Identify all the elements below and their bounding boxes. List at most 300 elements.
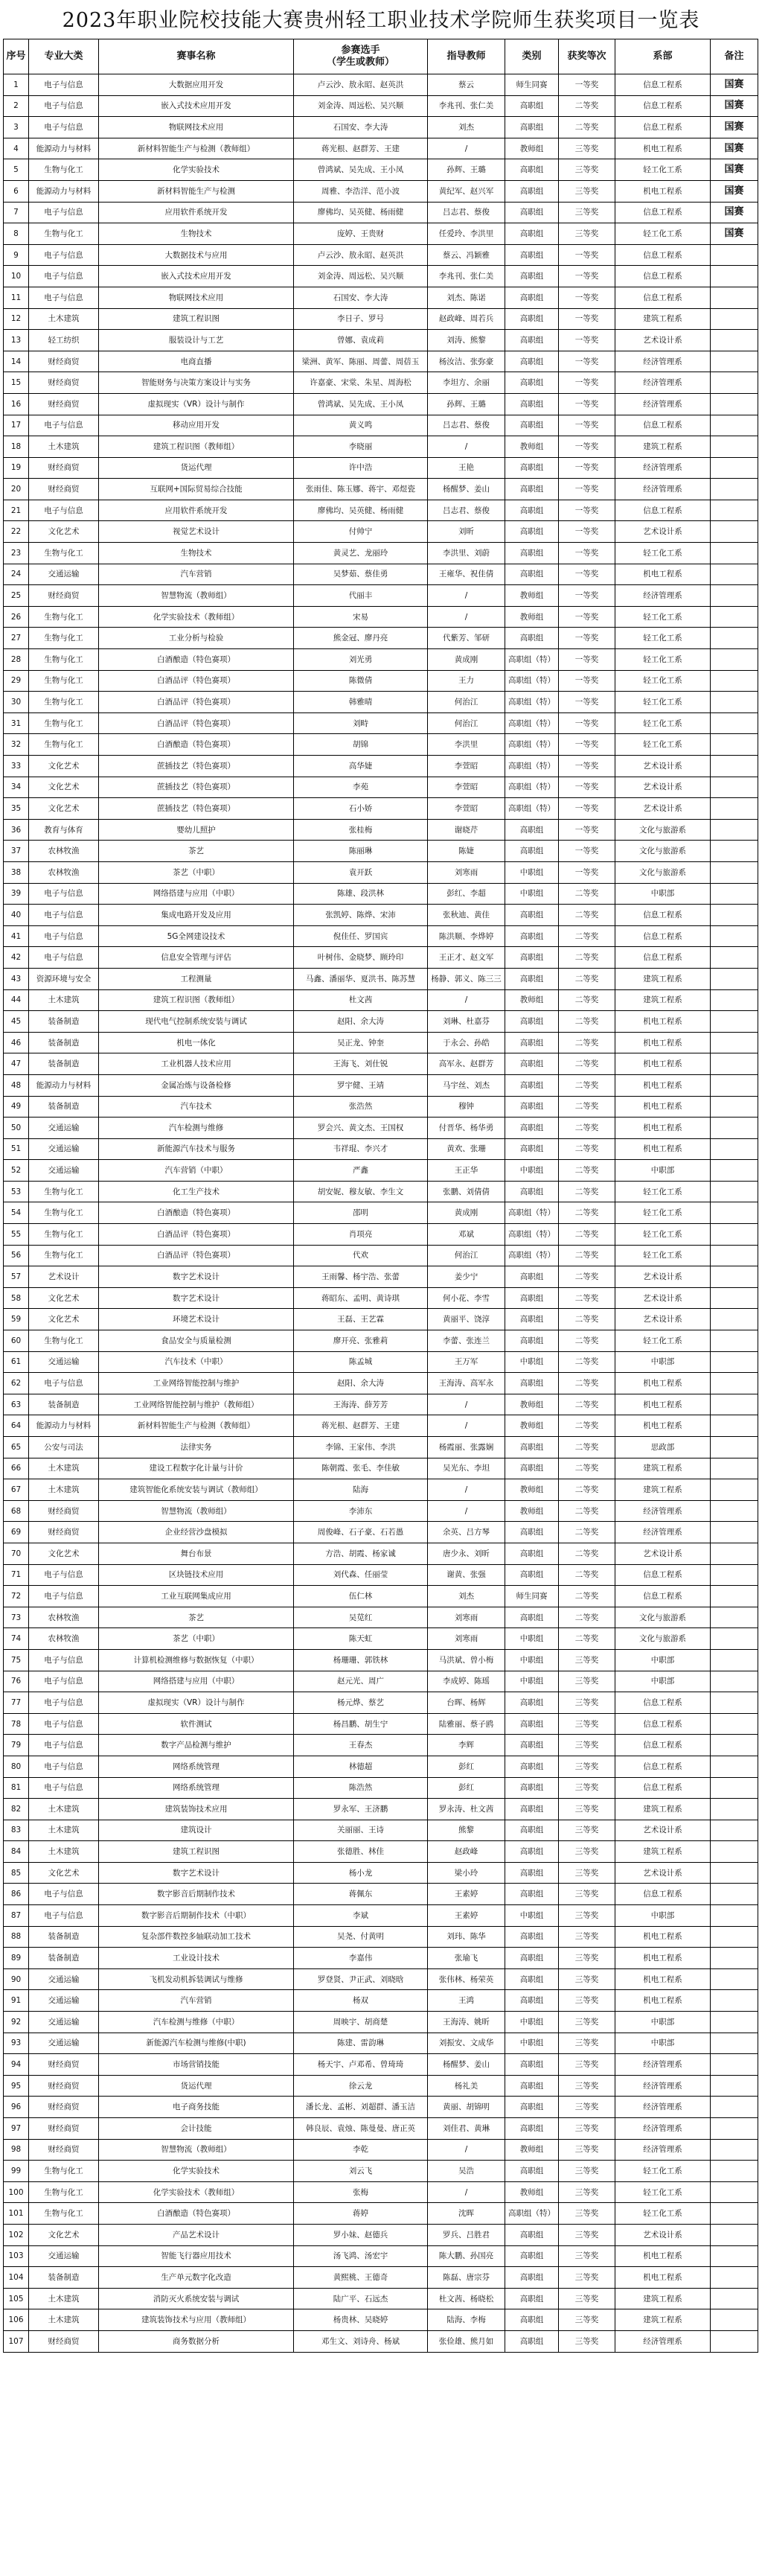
cell-coach: 陈洪顺、李烨婷 — [428, 925, 505, 947]
cell-coach: 穆钟 — [428, 1096, 505, 1118]
table-row — [4, 1053, 758, 1075]
header-category: 专业大类 — [29, 39, 99, 74]
cell-award-level: 二等奖 — [559, 1053, 615, 1075]
table-row — [4, 1500, 758, 1522]
cell-category: 文化艺术 — [29, 2224, 99, 2245]
cell-department: 机电工程系 — [615, 564, 711, 585]
cell-category: 生物与化工 — [29, 692, 99, 713]
cell-index: 95 — [4, 2075, 29, 2097]
cell-category: 农林牧渔 — [29, 1628, 99, 1650]
cell-coach: 王力 — [428, 670, 505, 692]
table-row — [4, 1437, 758, 1458]
cell-participants: 李斌 — [294, 1905, 428, 1927]
cell-department: 中职部 — [615, 1351, 711, 1373]
cell-index: 37 — [4, 841, 29, 862]
cell-category: 土木建筑 — [29, 1841, 99, 1863]
cell-department: 经济管理系 — [615, 1522, 711, 1543]
cell-department: 中职部 — [615, 2012, 711, 2033]
cell-index: 23 — [4, 543, 29, 564]
header-note: 备注 — [711, 39, 758, 74]
cell-award-level: 二等奖 — [559, 925, 615, 947]
cell-participants: 杜文茜 — [294, 989, 428, 1011]
cell-department: 信息工程系 — [615, 266, 711, 287]
cell-department: 中职部 — [615, 1649, 711, 1671]
cell-participants: 李晓丽 — [294, 436, 428, 458]
cell-event: 消防灭火系统安装与调试 — [99, 2288, 294, 2309]
cell-category: 电子与信息 — [29, 1586, 99, 1607]
cell-category: 能源动力与材料 — [29, 1415, 99, 1437]
cell-event: 数字影音后期制作技术 — [99, 1884, 294, 1905]
header-index: 序号 — [4, 39, 29, 74]
cell-index: 16 — [4, 393, 29, 415]
cell-note — [711, 2012, 758, 2033]
cell-department: 轻工化工系 — [615, 734, 711, 756]
cell-participants: 韩良辰、袁烛、陈曼曼、唐正英 — [294, 2118, 428, 2140]
cell-event: 智慧物流（教师组） — [99, 585, 294, 607]
cell-group: 中职组 — [505, 861, 559, 883]
cell-participants: 刘云飞 — [294, 2161, 428, 2182]
cell-coach: 刘涛、熊黎 — [428, 330, 505, 351]
cell-note — [711, 436, 758, 458]
cell-participants: 陆广平、石远杰 — [294, 2288, 428, 2309]
cell-participants: 罗宇健、王靖 — [294, 1074, 428, 1096]
cell-note — [711, 947, 758, 969]
cell-event: 数字艺术设计 — [99, 1287, 294, 1309]
cell-award-level: 二等奖 — [559, 1096, 615, 1118]
table-row — [4, 2054, 758, 2076]
cell-event: 软件测试 — [99, 1713, 294, 1735]
table-row — [4, 393, 758, 415]
cell-category: 财经商贸 — [29, 2330, 99, 2352]
cell-index: 76 — [4, 1671, 29, 1692]
cell-participants: 杨小龙 — [294, 1862, 428, 1884]
cell-participants: 刘畤 — [294, 712, 428, 734]
cell-group: 高职组 — [505, 925, 559, 947]
cell-award-level: 二等奖 — [559, 1138, 615, 1160]
cell-event: 白酒酿造（特色赛项） — [99, 2203, 294, 2225]
header-coach: 指导教师 — [428, 39, 505, 74]
cell-award-level: 一等奖 — [559, 543, 615, 564]
cell-participants: 许中浩 — [294, 457, 428, 479]
cell-department: 机电工程系 — [615, 1394, 711, 1415]
cell-department: 轻工化工系 — [615, 1224, 711, 1246]
cell-department: 轻工化工系 — [615, 712, 711, 734]
cell-coach: 刘寒雨 — [428, 1628, 505, 1650]
cell-group: 高职组 — [505, 1437, 559, 1458]
cell-index: 74 — [4, 1628, 29, 1650]
cell-note — [711, 1990, 758, 2012]
cell-note — [711, 1756, 758, 1777]
table-row — [4, 628, 758, 649]
cell-department: 经济管理系 — [615, 585, 711, 607]
cell-award-level: 一等奖 — [559, 819, 615, 841]
cell-category: 土木建筑 — [29, 1799, 99, 1820]
cell-coach: 付晋华、杨华勇 — [428, 1118, 505, 1139]
cell-index: 3 — [4, 117, 29, 138]
cell-group: 高职组 — [505, 1799, 559, 1820]
cell-event: 服装设计与工艺 — [99, 330, 294, 351]
table-row — [4, 2330, 758, 2352]
cell-note — [711, 2309, 758, 2331]
cell-coach: 陆海、李梅 — [428, 2309, 505, 2331]
table-row — [4, 670, 758, 692]
cell-department: 信息工程系 — [615, 947, 711, 969]
cell-index: 1 — [4, 74, 29, 96]
cell-index: 31 — [4, 712, 29, 734]
cell-participants: 李苑 — [294, 777, 428, 798]
cell-index: 67 — [4, 1479, 29, 1501]
cell-coach: 王素婷 — [428, 1905, 505, 1927]
cell-participants: 韩雅晴 — [294, 692, 428, 713]
cell-group: 教师组 — [505, 1415, 559, 1437]
cell-participants: 黄义鸣 — [294, 415, 428, 436]
cell-group: 高职组 — [505, 543, 559, 564]
cell-department: 文化与旅游系 — [615, 1628, 711, 1650]
cell-category: 财经商贸 — [29, 2054, 99, 2076]
cell-coach: 余英、吕方琴 — [428, 1522, 505, 1543]
cell-category: 生物与化工 — [29, 223, 99, 245]
cell-coach: 陈磊、唐宗芬 — [428, 2267, 505, 2289]
cell-category: 电子与信息 — [29, 1756, 99, 1777]
cell-index: 82 — [4, 1799, 29, 1820]
cell-award-level: 三等奖 — [559, 1649, 615, 1671]
cell-award-level: 三等奖 — [559, 1905, 615, 1927]
cell-category: 教育与体育 — [29, 819, 99, 841]
cell-note — [711, 1820, 758, 1841]
cell-note — [711, 777, 758, 798]
table-row — [4, 1756, 758, 1777]
cell-group: 高职组 — [505, 1096, 559, 1118]
cell-department: 轻工化工系 — [615, 606, 711, 628]
cell-participants: 陈丽琳 — [294, 841, 428, 862]
cell-participants: 潘长龙、孟彬、刘超群、潘玉洁 — [294, 2097, 428, 2118]
cell-category: 财经商贸 — [29, 2118, 99, 2140]
cell-index: 34 — [4, 777, 29, 798]
table-row — [4, 159, 758, 181]
cell-group: 高职组 — [505, 1564, 559, 1586]
cell-note — [711, 1287, 758, 1309]
cell-index: 29 — [4, 670, 29, 692]
cell-note: 国赛 — [711, 180, 758, 202]
cell-category: 交通运输 — [29, 2245, 99, 2267]
cell-coach: 吕志君、蔡俊 — [428, 202, 505, 223]
cell-department: 建筑工程系 — [615, 989, 711, 1011]
cell-coach: 邓斌 — [428, 1224, 505, 1246]
table-row — [4, 1032, 758, 1053]
cell-category: 生物与化工 — [29, 1202, 99, 1224]
cell-award-level: 二等奖 — [559, 968, 615, 989]
cell-note — [711, 883, 758, 905]
cell-index: 107 — [4, 2330, 29, 2352]
cell-participants: 方浩、胡霞、杨家诚 — [294, 1543, 428, 1564]
cell-note — [711, 1373, 758, 1394]
cell-coach: 于永会、孙皓 — [428, 1032, 505, 1053]
cell-department: 经济管理系 — [615, 1500, 711, 1522]
cell-category: 生物与化工 — [29, 543, 99, 564]
cell-group: 高职组 — [505, 905, 559, 926]
cell-group: 高职组 — [505, 1522, 559, 1543]
cell-participants: 王雨馨、杨宇浩、张蕾 — [294, 1266, 428, 1288]
cell-group: 高职组 — [505, 628, 559, 649]
cell-participants: 蒋光根、赵群芳、王建 — [294, 138, 428, 159]
cell-note — [711, 606, 758, 628]
cell-category: 电子与信息 — [29, 415, 99, 436]
cell-participants: 卢云沙、敖永昭、赵英洪 — [294, 244, 428, 266]
award-table — [3, 39, 758, 2353]
cell-index: 102 — [4, 2224, 29, 2245]
cell-category: 资源环境与安全 — [29, 968, 99, 989]
cell-note: 国赛 — [711, 202, 758, 223]
cell-index: 8 — [4, 223, 29, 245]
cell-index: 28 — [4, 649, 29, 671]
cell-group: 高职组（特） — [505, 2203, 559, 2225]
cell-group: 高职组 — [505, 1777, 559, 1799]
cell-category: 农林牧渔 — [29, 841, 99, 862]
cell-coach: 李蕾、张连兰 — [428, 1330, 505, 1352]
cell-note — [711, 1692, 758, 1714]
cell-group: 高职组 — [505, 479, 559, 500]
cell-group: 高职组 — [505, 1735, 559, 1756]
cell-group: 中职组 — [505, 1905, 559, 1927]
cell-index: 96 — [4, 2097, 29, 2118]
cell-award-level: 三等奖 — [559, 2097, 615, 2118]
cell-award-level: 一等奖 — [559, 712, 615, 734]
cell-participants: 杨珊珊、郭铁林 — [294, 1649, 428, 1671]
cell-department: 艺术设计系 — [615, 756, 711, 777]
table-row — [4, 2245, 758, 2267]
cell-participants: 曾鸿斌、吴先成、王小凤 — [294, 393, 428, 415]
cell-group: 高职组（特） — [505, 1245, 559, 1266]
cell-group: 中职组 — [505, 2033, 559, 2054]
cell-department: 艺术设计系 — [615, 1266, 711, 1288]
cell-event: 电商直播 — [99, 351, 294, 372]
cell-department: 机电工程系 — [615, 1990, 711, 2012]
cell-note — [711, 1118, 758, 1139]
cell-award-level: 二等奖 — [559, 1118, 615, 1139]
cell-group: 高职组 — [505, 1820, 559, 1841]
cell-category: 电子与信息 — [29, 1671, 99, 1692]
table-row — [4, 649, 758, 671]
cell-group: 中职组 — [505, 1671, 559, 1692]
cell-participants: 林德超 — [294, 1756, 428, 1777]
cell-participants: 张梅 — [294, 2181, 428, 2203]
cell-category: 生物与化工 — [29, 1224, 99, 1246]
cell-award-level: 二等奖 — [559, 947, 615, 969]
cell-note — [711, 1905, 758, 1927]
table-row — [4, 1692, 758, 1714]
cell-category: 生物与化工 — [29, 649, 99, 671]
table-row — [4, 1373, 758, 1394]
table-row — [4, 1224, 758, 1246]
cell-event: 工业互联网集成应用 — [99, 1586, 294, 1607]
cell-participants: 吴正龙、钟奎 — [294, 1032, 428, 1053]
cell-department: 信息工程系 — [615, 1756, 711, 1777]
cell-group: 高职组 — [505, 2161, 559, 2182]
cell-note — [711, 1884, 758, 1905]
cell-index: 46 — [4, 1032, 29, 1053]
cell-participants: 石国安、李大涛 — [294, 287, 428, 308]
cell-award-level: 三等奖 — [559, 2139, 615, 2161]
cell-index: 85 — [4, 1862, 29, 1884]
cell-participants: 刘金涛、周远松、吴兴顺 — [294, 266, 428, 287]
cell-event: 机电一体化 — [99, 1032, 294, 1053]
cell-event: 市场营销技能 — [99, 2054, 294, 2076]
cell-department: 建筑工程系 — [615, 2309, 711, 2331]
cell-department: 轻工化工系 — [615, 2161, 711, 2182]
cell-coach: 赵政峰 — [428, 1841, 505, 1863]
cell-coach: 代紫芳、邹研 — [428, 628, 505, 649]
cell-coach: 张瑜飞 — [428, 1948, 505, 1969]
cell-group: 高职组（特） — [505, 692, 559, 713]
cell-coach: 陈大鹏、孙国亮 — [428, 2245, 505, 2267]
cell-group: 教师组 — [505, 138, 559, 159]
cell-event: 电子商务技能 — [99, 2097, 294, 2118]
cell-note — [711, 500, 758, 521]
cell-index: 53 — [4, 1181, 29, 1202]
cell-participants: 李日子、罗号 — [294, 308, 428, 330]
cell-note — [711, 372, 758, 394]
cell-participants: 严鑫 — [294, 1160, 428, 1182]
cell-event: 建筑工程识图（教师组） — [99, 989, 294, 1011]
cell-event: 移动应用开发 — [99, 415, 294, 436]
cell-award-level: 二等奖 — [559, 1415, 615, 1437]
cell-coach: 王正才、赵文军 — [428, 947, 505, 969]
cell-participants: 徐云龙 — [294, 2075, 428, 2097]
cell-group: 高职组 — [505, 266, 559, 287]
table-row — [4, 1586, 758, 1607]
cell-department: 建筑工程系 — [615, 1799, 711, 1820]
table-row — [4, 1074, 758, 1096]
table-row — [4, 925, 758, 947]
table-row — [4, 1926, 758, 1948]
cell-category: 土木建筑 — [29, 989, 99, 1011]
cell-note — [711, 692, 758, 713]
cell-note — [711, 1862, 758, 1884]
cell-group: 高职组 — [505, 1458, 559, 1479]
cell-department: 轻工化工系 — [615, 2181, 711, 2203]
cell-participants: 邓生文、刘诗舟、杨斌 — [294, 2330, 428, 2352]
cell-coach: 王海涛、姚昕 — [428, 2012, 505, 2033]
cell-group: 高职组（特） — [505, 756, 559, 777]
cell-award-level: 一等奖 — [559, 372, 615, 394]
cell-event: 建筑装饰技术应用 — [99, 1799, 294, 1820]
cell-award-level: 一等奖 — [559, 457, 615, 479]
cell-award-level: 一等奖 — [559, 649, 615, 671]
cell-participants: 周俊峰、石子豪、石若愚 — [294, 1522, 428, 1543]
cell-note: 国赛 — [711, 117, 758, 138]
table-row — [4, 479, 758, 500]
cell-index: 90 — [4, 1968, 29, 1990]
cell-note — [711, 1479, 758, 1501]
cell-event: 白酒酿造（特色赛项） — [99, 734, 294, 756]
header-group: 类别 — [505, 39, 559, 74]
table-row — [4, 692, 758, 713]
cell-coach: 王素婷 — [428, 1884, 505, 1905]
cell-department: 轻工化工系 — [615, 649, 711, 671]
cell-group: 教师组 — [505, 585, 559, 607]
cell-coach: 刘寒雨 — [428, 861, 505, 883]
cell-award-level: 一等奖 — [559, 479, 615, 500]
cell-category: 轻工纺织 — [29, 330, 99, 351]
cell-note — [711, 1522, 758, 1543]
table-row — [4, 180, 758, 202]
cell-note — [711, 1968, 758, 1990]
cell-category: 生物与化工 — [29, 734, 99, 756]
cell-category: 土木建筑 — [29, 308, 99, 330]
table-row — [4, 2267, 758, 2289]
cell-participants: 付帅宁 — [294, 521, 428, 543]
cell-coach: 彭红 — [428, 1777, 505, 1799]
cell-group: 高职组 — [505, 1053, 559, 1075]
cell-award-level: 二等奖 — [559, 1011, 615, 1033]
cell-category: 交通运输 — [29, 2012, 99, 2033]
cell-award-level: 一等奖 — [559, 585, 615, 607]
cell-group: 高职组 — [505, 244, 559, 266]
cell-index: 93 — [4, 2033, 29, 2054]
cell-note — [711, 2054, 758, 2076]
cell-participants: 肖项亮 — [294, 1224, 428, 1246]
cell-event: 食品安全与质量检测 — [99, 1330, 294, 1352]
cell-index: 79 — [4, 1735, 29, 1756]
cell-participants: 刘代森、任丽莹 — [294, 1564, 428, 1586]
cell-coach: 吴浩 — [428, 2161, 505, 2182]
cell-event: 网络搭建与应用（中职） — [99, 883, 294, 905]
cell-participants: 蒋佩东 — [294, 1884, 428, 1905]
table-row — [4, 223, 758, 245]
table-row — [4, 308, 758, 330]
cell-award-level: 一等奖 — [559, 734, 615, 756]
cell-category: 农林牧渔 — [29, 861, 99, 883]
cell-department: 信息工程系 — [615, 287, 711, 308]
cell-note — [711, 1799, 758, 1820]
cell-index: 21 — [4, 500, 29, 521]
cell-category: 交通运输 — [29, 2033, 99, 2054]
cell-coach: 陆雅丽、蔡子鸥 — [428, 1713, 505, 1735]
table-row — [4, 1543, 758, 1564]
cell-coach: 谢黄、张强 — [428, 1564, 505, 1586]
cell-award-level: 一等奖 — [559, 266, 615, 287]
cell-event: 化学实验技术 — [99, 159, 294, 181]
cell-department: 建筑工程系 — [615, 1841, 711, 1863]
cell-department: 机电工程系 — [615, 1011, 711, 1033]
cell-index: 75 — [4, 1649, 29, 1671]
table-row — [4, 1777, 758, 1799]
table-row — [4, 500, 758, 521]
cell-index: 35 — [4, 798, 29, 820]
cell-group: 高职组 — [505, 1181, 559, 1202]
cell-event: 生产单元数字化改造 — [99, 2267, 294, 2289]
cell-group: 高职组 — [505, 223, 559, 245]
cell-event: 汽车营销（中职） — [99, 1160, 294, 1182]
cell-event: 会计技能 — [99, 2118, 294, 2140]
cell-group: 高职组 — [505, 457, 559, 479]
cell-note — [711, 670, 758, 692]
cell-note — [711, 2330, 758, 2352]
cell-department: 中职部 — [615, 1160, 711, 1182]
cell-group: 高职组 — [505, 1074, 559, 1096]
cell-award-level: 一等奖 — [559, 861, 615, 883]
cell-event: 新材料智能生产与检测 — [99, 180, 294, 202]
cell-group: 高职组 — [505, 1032, 559, 1053]
cell-department: 轻工化工系 — [615, 2203, 711, 2225]
cell-index: 25 — [4, 585, 29, 607]
cell-department: 文化与旅游系 — [615, 1607, 711, 1628]
cell-coach: 杨静、郭义、陈三三 — [428, 968, 505, 989]
cell-category: 电子与信息 — [29, 905, 99, 926]
cell-group: 教师组 — [505, 1394, 559, 1415]
cell-group: 教师组 — [505, 1479, 559, 1501]
cell-coach: 刘玮、陈华 — [428, 1926, 505, 1948]
